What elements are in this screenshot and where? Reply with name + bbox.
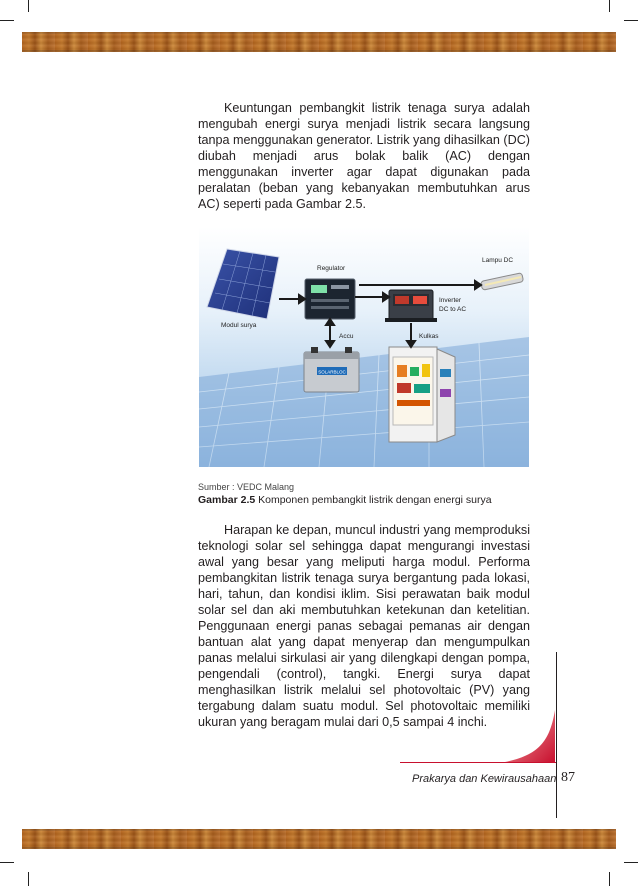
solar-module-icon (207, 249, 279, 319)
battery-icon (304, 347, 359, 392)
margin-rule (556, 652, 557, 818)
crop-mark (624, 20, 638, 21)
figure-caption-number: Gambar 2.5 (198, 494, 256, 506)
figure-source: Sumber : VEDC Malang (198, 482, 295, 492)
crop-mark (609, 872, 610, 886)
crop-mark (0, 20, 14, 21)
footer-wood-band (22, 829, 616, 849)
regulator-icon (305, 279, 355, 319)
figure-caption-text: Komponen pembangkit listrik dengan energi surya (255, 494, 492, 506)
crop-mark (28, 872, 29, 886)
refrigerator-icon (389, 347, 455, 442)
accu-label: Accu (339, 333, 354, 340)
body-paragraph: Keuntungan pembangkit listrik tenaga surya adalah mengubah energi surya menjadi listrik secara langsung tanpa menggunakan generator. Listrik yang dihasilkan (DC) diubah menjadi arus bolak balik (AC) dengan menggunakan inverter agar dapat digunakan pada peralatan (beban yang kebanyakan membutuhkan arus AC) seperti pada Gambar 2.5. (198, 101, 530, 211)
solar-system-diagram (199, 227, 529, 467)
dc-lamp-label: Lampu DC (482, 257, 514, 264)
inverter-icon (385, 290, 437, 322)
refrigerator-label: Kulkas (419, 333, 439, 340)
book-title: Prakarya dan Kewirausahaan (412, 773, 557, 785)
crop-mark (624, 862, 638, 863)
regulator-label: Regulator (317, 265, 346, 272)
page-number: 87 (561, 770, 575, 785)
figure-caption (198, 494, 492, 506)
corner-accent-graphic (500, 650, 560, 790)
solar-module-label: Modul surya (221, 322, 257, 329)
solar-system-figure (199, 227, 529, 467)
footer-rule (400, 762, 556, 763)
solar-array-background (199, 337, 529, 467)
crop-mark (28, 0, 29, 12)
dc-lamp-icon (481, 273, 524, 291)
crop-mark (609, 0, 610, 12)
inverter-label: Inverter (439, 297, 462, 304)
header-wood-band (22, 32, 616, 52)
battery-brand-label: SOLARBLOC (318, 369, 346, 375)
body-paragraph: Harapan ke depan, muncul industri yang memproduksi teknologi solar sel sehingga dapat mengurangi investasi awal yang besar yang meliputi harga modul. Performa pembangkitan listrik tenaga surya bergantung pada lokasi, hari, tahun, dan kondisi iklim. Sisi perawatan baik modul solar sel dan aki membutuhkan ketekunan dan ketelitian. Penggunaan energi panas sebagai pemanas air dengan bantuan alat yang dapat menyerap dan mengumpulkan panas melalui sirkulasi air yang dilengkapi dengan pompa, pengendali (control), tangki. Energi surya dapat menghasilkan listrik melalui sel photovoltaic (PV) yang tergabung dalam suatu modul. Sel photovoltaic memiliki ukuran yang beragam mulai dari 0,5 sampai 4 inchi. (198, 523, 530, 729)
inverter-sub-label: DC to AC (439, 306, 467, 313)
crop-mark (0, 862, 14, 863)
